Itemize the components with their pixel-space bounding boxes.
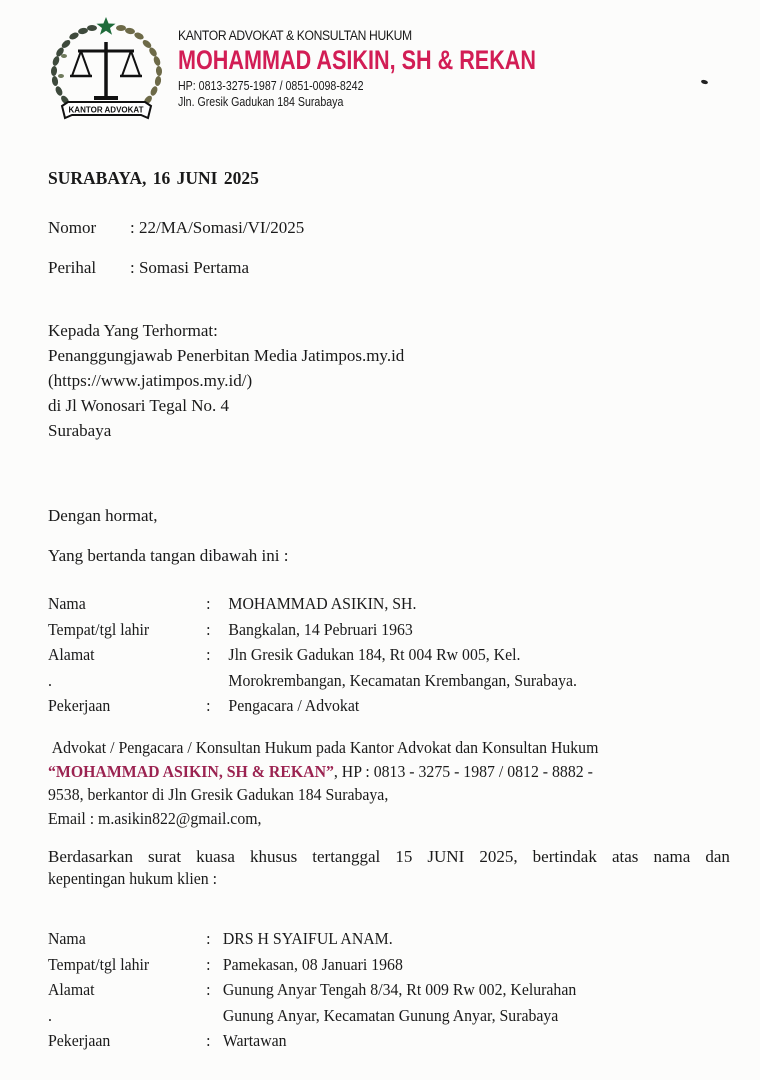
quote-open: “ [48, 761, 56, 781]
paragraph-email: Email : m.asikin822@gmail.com, [48, 808, 262, 828]
identity-value: Pengacara / Advokat [228, 696, 360, 716]
identity-row [48, 1003, 576, 1029]
advokat-paragraph [48, 736, 598, 830]
identity-row [48, 642, 577, 668]
scan-speck [701, 79, 709, 85]
paragraph-word: 2025, [479, 847, 518, 866]
paragraph-word: JUNI [427, 847, 465, 866]
firm-name-inline: MOHAMMAD ASIKIN, SH & REKAN [55, 761, 326, 781]
quote-close: ” [325, 761, 334, 781]
paragraph-word: Berdasarkan [48, 847, 133, 866]
firm-phone-inline: , HP : 0813 - 3275 - 1987 / 0812 - 8882 - [333, 761, 593, 781]
recipient-line: Surabaya [48, 421, 112, 440]
undersigned-identity [48, 591, 577, 719]
identity-label: Alamat [48, 980, 95, 1000]
paragraph-line: Advokat / Pengacara / Konsultan Hukum pada Kantor Advokat dan Konsultan Hukum [51, 738, 599, 757]
identity-row [48, 668, 577, 694]
paragraph-word: nama [653, 847, 691, 866]
paragraph-word: atas [611, 847, 639, 866]
perihal-row [48, 256, 249, 280]
paragraph-line: kepentingan hukum klien : [48, 869, 218, 888]
paragraph-word: khusus [249, 847, 298, 866]
identity-label: Pekerjaan [48, 1031, 111, 1051]
identity-label: Tempat/tgl lahir [48, 619, 150, 639]
paragraph-word: kuasa [196, 847, 235, 866]
scales-of-justice-icon [70, 42, 142, 98]
paragraph-word: tertanggal [312, 847, 381, 866]
paragraph-line [48, 760, 598, 784]
paragraph-word: 15 [395, 847, 413, 866]
letter-date: SURABAYA, 16 JUNI 2025 [48, 168, 259, 188]
letterhead [44, 14, 536, 129]
paragraph-word: surat [148, 847, 182, 866]
identity-label: Alamat [48, 645, 95, 665]
power-of-attorney-paragraph [48, 846, 730, 890]
identity-row [48, 1028, 576, 1054]
identity-row [48, 977, 576, 1003]
identity-colon: : [206, 1031, 211, 1051]
laurel-right-icon [116, 25, 162, 106]
recipient-greeting: Kepada Yang Terhormat: [48, 321, 218, 340]
office-type: KANTOR ADVOKAT & KONSULTAN HUKUM [178, 28, 412, 43]
identity-colon: : [206, 954, 211, 974]
paragraph-word: dan [705, 847, 730, 866]
identity-colon: : [206, 645, 211, 665]
identity-value: Gunung Anyar, Kecamatan Gunung Anyar, Surabaya [222, 1005, 559, 1025]
identity-colon: : [206, 929, 211, 948]
star-icon [97, 17, 116, 35]
identity-colon: : [206, 696, 211, 716]
nomor-value: : 22/MA/Somasi/VI/2025 [130, 218, 305, 237]
identity-row [48, 926, 576, 952]
firm-address: Jln. Gresik Gadukan 184 Surabaya [178, 95, 344, 109]
identity-value: Gunung Anyar Tengah 8/34, Rt 009 Rw 002, Kelurahan [222, 980, 577, 1000]
paragraph-line-justified [48, 846, 730, 868]
recipient-line: di Jl Wonosari Tegal No. 4 [48, 396, 229, 415]
client-identity [48, 926, 576, 1054]
identity-value: Wartawan [222, 1031, 287, 1051]
salutation: Dengan hormat, [48, 506, 158, 525]
nomor-label: Nomor [48, 218, 97, 237]
identity-value: Pamekasan, 08 Januari 1968 [222, 954, 403, 974]
logo-banner-text: KANTOR ADVOKAT [68, 105, 144, 115]
identity-colon: : [206, 619, 211, 639]
perihal-label: Perihal [48, 258, 97, 277]
identity-colon [206, 668, 228, 694]
perihal-value: : Somasi Pertama [130, 258, 249, 277]
identity-row [48, 952, 576, 978]
identity-colon [206, 1003, 223, 1029]
identity-value: MOHAMMAD ASIKIN, SH. [228, 594, 417, 613]
identity-label: Nama [48, 929, 86, 948]
letterhead-text [178, 28, 626, 110]
identity-label: Pekerjaan [48, 696, 111, 716]
undersigned-intro: Yang bertanda tangan dibawah ini : [48, 546, 289, 565]
paragraph-word: bertindak [532, 847, 597, 866]
recipient-line: Penanggungjawab Penerbitan Media Jatimpos.my.id [48, 346, 405, 365]
laurel-left-icon [51, 25, 97, 106]
identity-label: Tempat/tgl lahir [48, 954, 150, 974]
nomor-row [48, 216, 304, 240]
firm-name: MOHAMMAD ASIKIN, SH & REKAN [178, 45, 536, 75]
identity-label: . [48, 670, 52, 690]
identity-label: Nama [48, 594, 86, 613]
identity-value: Bangkalan, 14 Pebruari 1963 [228, 619, 413, 639]
law-office-logo [44, 14, 169, 129]
recipient-url: (https://www.jatimpos.my.id/) [48, 371, 253, 390]
paragraph-line: 9538, berkantor di Jln Gresik Gadukan 184 Surabaya, [48, 785, 389, 804]
identity-row [48, 591, 577, 617]
identity-value: Morokrembangan, Kecamatan Krembangan, Surabaya. [228, 670, 577, 690]
identity-value: Jln Gresik Gadukan 184, Rt 004 Rw 005, Kel. [228, 645, 521, 665]
identity-value: DRS H SYAIFUL ANAM. [222, 929, 393, 948]
identity-colon: : [206, 594, 211, 613]
recipient-block [48, 318, 404, 443]
identity-colon: : [206, 980, 211, 1000]
identity-row [48, 693, 577, 719]
identity-label: . [48, 1005, 52, 1025]
identity-row [48, 617, 577, 643]
firm-phone: HP: 0813-3275-1987 / 0851-0098-8242 [178, 79, 364, 93]
